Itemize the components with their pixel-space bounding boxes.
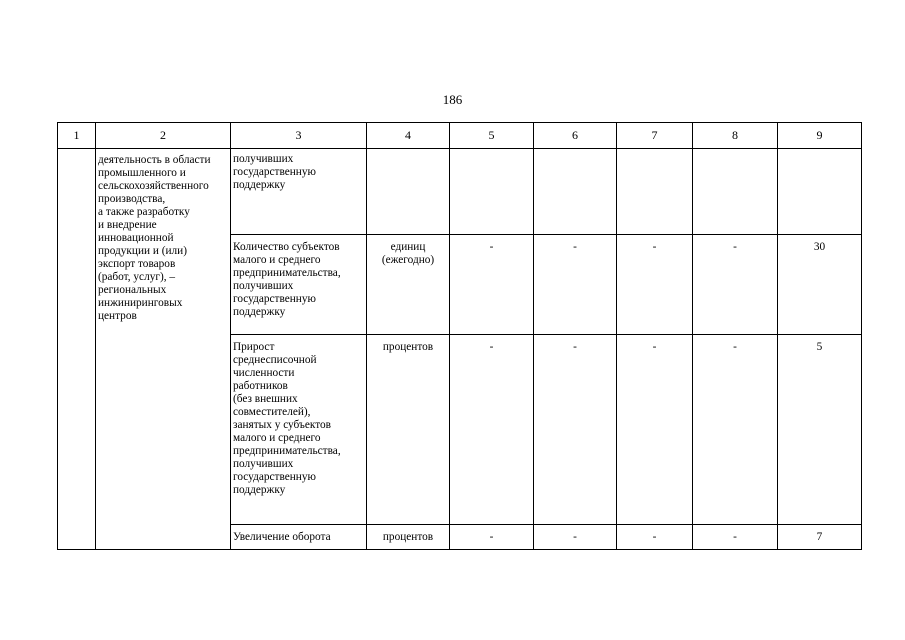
indicators-table (57, 122, 862, 550)
header-cell: 4 (367, 123, 450, 149)
value-cell (693, 149, 778, 235)
value-cell: - (534, 525, 617, 550)
value-cell (778, 149, 862, 235)
value-cell (534, 149, 617, 235)
indicator-cell: Увеличение оборота (231, 525, 367, 550)
header-cell: 9 (778, 123, 862, 149)
value-cell: - (450, 525, 534, 550)
unit-cell: процентов (367, 335, 450, 525)
page-number: 186 (442, 92, 463, 107)
value-cell: - (617, 525, 693, 550)
value-cell: - (617, 235, 693, 335)
indicator-cell: получивших государственную поддержку (231, 149, 367, 235)
unit-cell (367, 149, 450, 235)
activity-description-cell: деятельность в области промышленного и сельскохозяйственного производства, а также разработку и внедрение инновационной продукции и (или) экспорт товаров (работ, услуг), – региональных инжиниринговых центров (96, 149, 231, 550)
value-cell (450, 149, 534, 235)
value-cell: 5 (778, 335, 862, 525)
value-cell: - (450, 235, 534, 335)
value-cell: - (693, 235, 778, 335)
value-cell: 30 (778, 235, 862, 335)
header-cell: 1 (58, 123, 96, 149)
unit-cell: единиц (ежегодно) (367, 235, 450, 335)
value-cell: - (693, 335, 778, 525)
value-cell: - (693, 525, 778, 550)
header-cell: 7 (617, 123, 693, 149)
header-cell: 6 (534, 123, 617, 149)
indicator-cell: Прирост среднесписочной численности работников (без внешних совместителей), занятых у субъектов малого и среднего предпринимательства, получивших государственную поддержку (231, 335, 367, 525)
table-row (58, 149, 862, 235)
value-cell: 7 (778, 525, 862, 550)
row-number-cell (58, 149, 96, 550)
value-cell: - (534, 335, 617, 525)
header-cell: 2 (96, 123, 231, 149)
unit-cell: процентов (367, 525, 450, 550)
header-row (58, 123, 862, 149)
value-cell: - (450, 335, 534, 525)
header-cell: 5 (450, 123, 534, 149)
header-cell: 3 (231, 123, 367, 149)
value-cell (617, 149, 693, 235)
value-cell: - (534, 235, 617, 335)
value-cell: - (617, 335, 693, 525)
header-cell: 8 (693, 123, 778, 149)
indicator-cell: Количество субъектов малого и среднего предпринимательства, получивших государственную поддержку (231, 235, 367, 335)
